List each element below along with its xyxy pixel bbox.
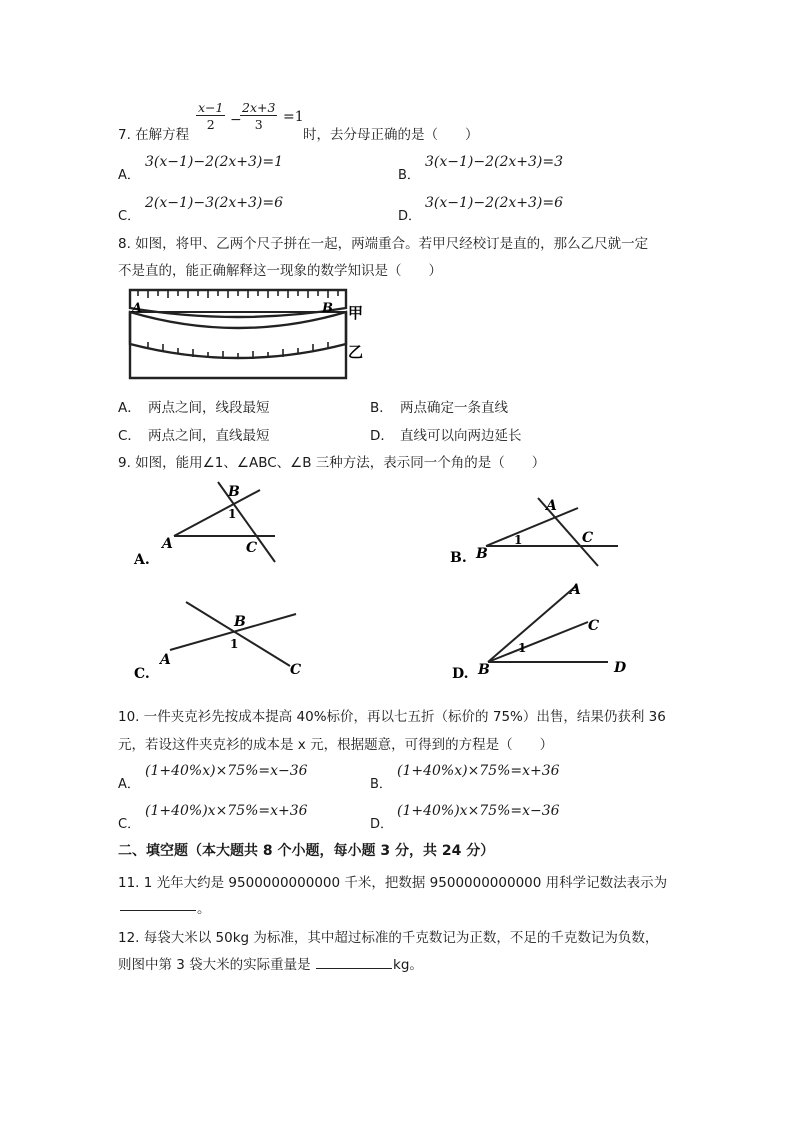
q8-option-c: 两点之间，直线最短 (148, 428, 270, 444)
q8-point-b: B (322, 301, 333, 316)
q9-d-point-c: C (588, 618, 600, 634)
q11-stem-line-1: 11. 1 光年大约是 9500000000000 千米，把数据 9500000000000 用科学记数法表示为 (118, 875, 668, 891)
q8-option-a-label: A． (118, 400, 141, 416)
q9-a-point-c: C (246, 540, 258, 556)
q9-d-angle-1: 1 (518, 641, 527, 655)
q9-c-angle-1: 1 (230, 637, 239, 651)
q7-option-a-label: A． (118, 168, 140, 183)
q7-option-c: 2(x−1)−3(2x+3)=6 (145, 195, 284, 211)
q11-period: 。 (197, 901, 211, 917)
q9-d-point-a: A (570, 582, 581, 598)
q8-option-a: 两点之间，线段最短 (148, 400, 270, 416)
q10-option-b: (1+40%x)×75%=x+36 (397, 763, 560, 779)
q8-point-a: A (132, 301, 143, 316)
q9-a-option-label: A. (134, 552, 150, 568)
q7-fraction-2: $\frac{2x+3}{3}$ (242, 100, 276, 132)
q12-stem-line-1: 12. 每袋大米以 50kg 为标准，其中超过标准的千克数记为正数，不足的千克数记为负数， (118, 930, 659, 946)
q8-label-yi: 乙 (348, 343, 364, 361)
q7-option-b: 3(x−1)−2(2x+3)=3 (425, 154, 564, 170)
q9-b-point-b: B (476, 546, 488, 562)
q8-option-d-label: D． (370, 428, 394, 444)
q9-figure-a (130, 476, 290, 568)
q10-option-d: (1+40%)x×75%=x−36 (397, 803, 560, 819)
q12-answer-blank[interactable] (316, 950, 392, 969)
section-2-heading: 二、填空题（本大题共 8 个小题，每小题 3 分，共 24 分） (118, 843, 495, 859)
q7-option-d: 3(x−1)−2(2x+3)=6 (425, 195, 564, 211)
q7-minus: − (230, 112, 242, 128)
q8-option-b-label: B． (370, 400, 393, 416)
q9-c-point-c: C (290, 662, 302, 678)
q9-c-point-b: B (234, 614, 246, 630)
q10-stem-line-2: 元，若设这件夹克衫的成本是 x 元，根据题意，可得到的方程是（ ） (118, 737, 554, 753)
q8-stem-line-1: 8. 如图，将甲、乙两个尺子拼在一起，两端重合。若甲尺经校订是直的，那么乙尺就一定 (118, 236, 649, 252)
q8-option-c-label: C． (118, 428, 141, 444)
ruler-yi-ticks (148, 342, 328, 359)
q7-fraction-1: $\frac{x-1}{2}$ (198, 100, 224, 132)
q10-option-c-label: C． (118, 817, 141, 832)
q10-option-a: (1+40%x)×75%=x−36 (145, 763, 308, 779)
q7-equals-one: =1 (283, 109, 304, 125)
q9-figure-c (130, 594, 310, 682)
q10-stem-line-1: 10. 一件夹克衫先按成本提高 40%标价，再以七五折（标价的 75%）出售，结果仍获利 36 (118, 709, 666, 725)
q9-b-point-a: A (546, 498, 557, 514)
q12-stem-line-2-prefix: 则图中第 3 袋大米的实际重量是 (118, 957, 311, 973)
q9-d-option-label: D. (452, 666, 469, 682)
q7-stem-suffix: 时，去分母正确的是（ ） (303, 127, 479, 143)
q9-a-angle-1: 1 (228, 507, 237, 521)
q9-d-point-b: B (478, 662, 490, 678)
q9-c-option-label: C. (134, 666, 150, 682)
q7-option-d-label: D． (398, 209, 422, 224)
q8-stem-line-2: 不是直的，能正确解释这一现象的数学知识是（ ） (118, 263, 442, 279)
q7-option-b-label: B． (398, 168, 420, 183)
q7-stem-prefix: 7. 在解方程 (118, 127, 190, 143)
q9-b-point-c: C (582, 530, 594, 546)
q10-option-a-label: A． (118, 777, 140, 792)
q9-a-point-b: B (228, 484, 240, 500)
q9-a-point-a: A (162, 536, 173, 552)
q9-figure-d (448, 580, 628, 682)
q12-unit: kg。 (393, 957, 423, 973)
q8-rulers-figure (118, 282, 378, 392)
q9-b-angle-1: 1 (514, 533, 523, 547)
q7-option-c-label: C． (118, 209, 141, 224)
q10-option-c: (1+40%)x×75%=x+36 (145, 803, 308, 819)
q8-option-d: 直线可以向两边延长 (400, 428, 522, 444)
q11-answer-blank[interactable] (120, 892, 196, 911)
q10-option-b-label: B． (370, 777, 392, 792)
q9-b-option-label: B. (450, 550, 467, 566)
q8-option-b: 两点确定一条直线 (400, 400, 508, 416)
q9-c-point-a: A (160, 652, 171, 668)
q8-label-jia: 甲 (348, 304, 364, 322)
q9-d-point-d: D (614, 660, 627, 676)
q7-option-a: 3(x−1)−2(2x+3)=1 (145, 154, 284, 170)
q9-figure-b (448, 494, 628, 570)
q9-stem: 9. 如图，能用∠1、∠ABC、∠B 三种方法，表示同一个角的是（ ） (118, 455, 546, 471)
ruler-jia-ticks (138, 290, 338, 298)
q10-option-d-label: D． (370, 817, 394, 832)
